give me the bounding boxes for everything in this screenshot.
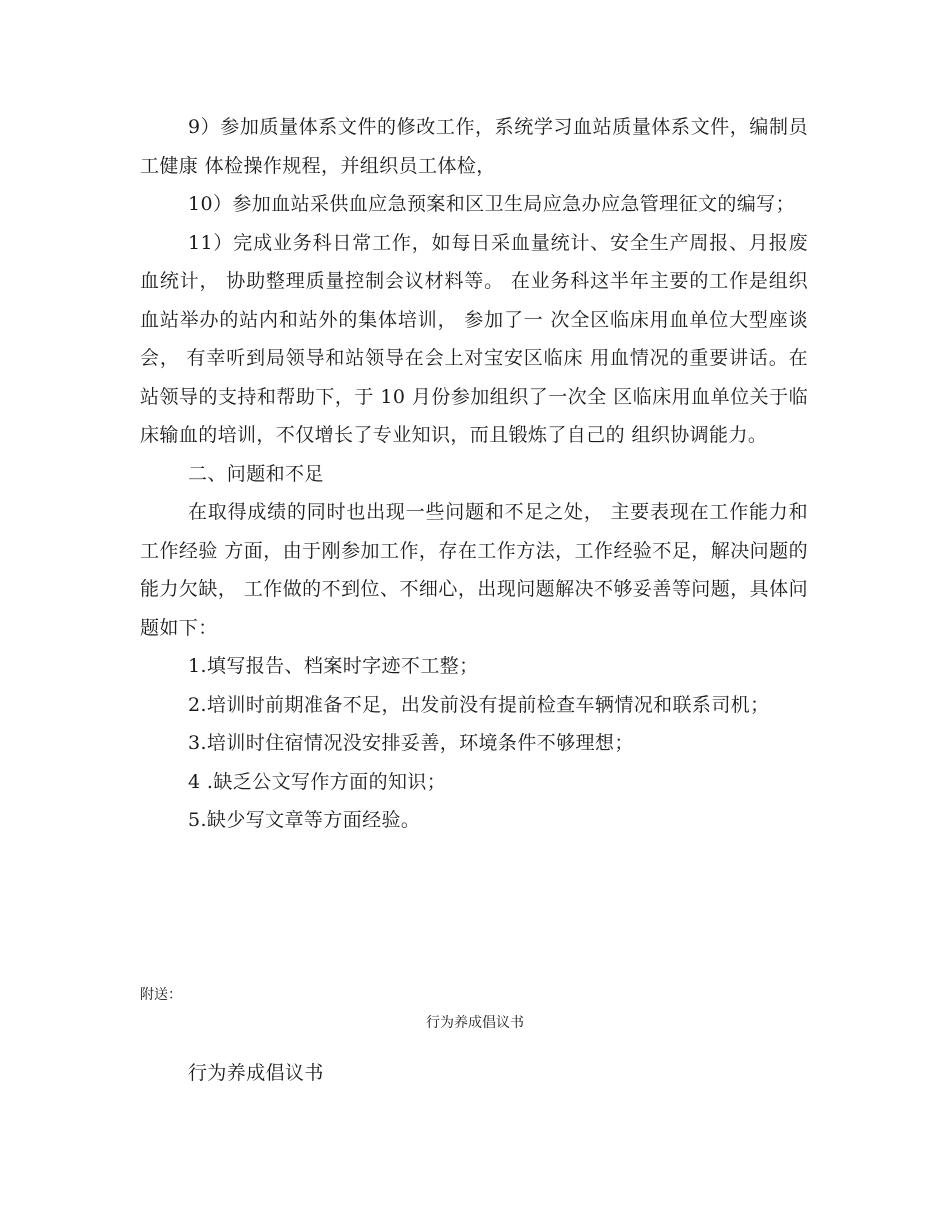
problem-item-4: 4 .缺乏公文写作方面的知识； — [188, 770, 447, 793]
problem-item-1: 1.填写报告、档案时字迹不工整； — [188, 655, 479, 677]
paragraph-item-10: 10）参加血站采供血应急预案和区卫生局应急办应急管理征文的编写； — [188, 193, 795, 215]
appendix-label: 附送： — [140, 987, 182, 1003]
appendix-title: 行为养成倡议书 — [426, 1015, 524, 1031]
section-heading-problems: 二、问题和不足 — [188, 462, 324, 485]
paragraph-item-11: 11）完成业务科日常工作，如每日采血量统计、安全生产周报、月报废血统计， 协助整理质量控制会议材料等。 在业务科这半年主要的工作是组织血站举办的站内和站外的集体培训， 参加了一 次全区临床用血单位大型座谈会， 有幸听到局领导和站领导在会上对宝安区临床 用血情况的重要讲话。在站领导的支持和帮助下，于 10 月份参加组织了一次全 区临床用血单位关于临床输血的培训，不仅增长了专业知识，而且锻炼了自己的 组织协调能力。 — [140, 231, 808, 446]
problem-item-3: 3.培训时住宿情况没安排妥善，环境条件不够理想； — [188, 732, 634, 754]
paragraph-problems-intro: 在取得成绩的同时也出现一些问题和不足之处， 主要表现在工作能力和工作经验 方面，由于刚参加工作，存在工作方法，工作经验不足，解决问题的能力欠缺， 工作做的不到位、不细心，出现问题解决不够妥善等问题，具体问题如下： — [140, 501, 808, 639]
document-body — [140, 108, 808, 840]
paragraph-item-9: 9）参加质量体系文件的修改工作，系统学习血站质量体系文件，编制员工健康 体检操作规程，并组织员工体检， — [140, 116, 808, 177]
problem-item-2: 2.培训时前期准备不足，出发前没有提前检查车辆情况和联系司机； — [188, 693, 770, 716]
problem-item-5: 5.缺少写文章等方面经验。 — [188, 809, 421, 831]
appendix-heading: 行为养成倡议书 — [188, 1062, 324, 1084]
